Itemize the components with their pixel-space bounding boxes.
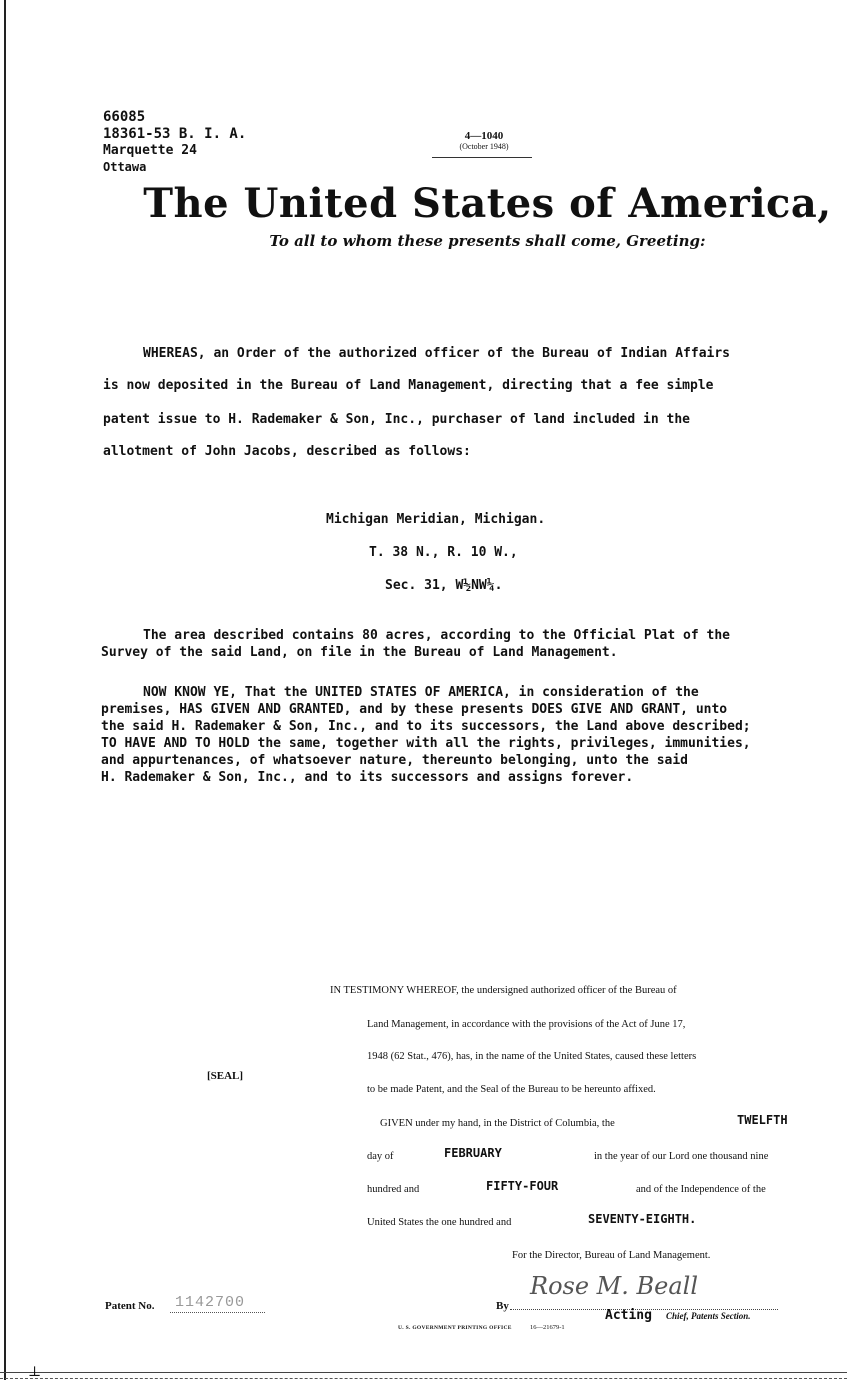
form-number: 4—1040 — [464, 130, 504, 142]
form-underline — [432, 157, 532, 158]
independence-text: and of the Independence of the — [636, 1184, 766, 1195]
month-value: FEBRUARY — [444, 1146, 502, 1160]
area-line: The area described contains 80 acres, according to the Official Plat of the — [143, 628, 730, 643]
testimony-line: Land Management, in accordance with the provisions of the Act of June 17, — [367, 1019, 686, 1030]
township-range: T. 38 N., R. 10 W., — [369, 545, 518, 560]
page-bottom-dashed-edge — [0, 1378, 847, 1380]
whereas-line: is now deposited in the Bureau of Land Management, directing that a fee simple — [103, 378, 714, 393]
office-ref: Ottawa — [103, 160, 147, 174]
given-text: GIVEN under my hand, in the District of Columbia, the — [380, 1118, 615, 1129]
signer-title: Chief, Patents Section. — [666, 1311, 751, 1321]
grant-line: TO HAVE AND TO HOLD the same, together with all the rights, privileges, immunities, — [101, 736, 751, 751]
page-bottom-edge — [0, 1372, 847, 1373]
document-title: The United States of America, — [143, 180, 832, 227]
patent-number-underline — [170, 1312, 265, 1314]
independence-value: SEVENTY-EIGHTH. — [588, 1212, 697, 1226]
grant-line: premises, HAS GIVEN AND GRANTED, and by these presents DOES GIVE AND GRANT, unto — [101, 702, 728, 717]
margin-tick-mark: ⊥ — [28, 1365, 42, 1380]
greeting: To all to whom these presents shall come, Greeting: — [269, 232, 706, 250]
year-value: FIFTY-FOUR — [486, 1179, 559, 1193]
testimony-line: IN TESTIMONY WHEREOF, the undersigned authorized officer of the Bureau of — [330, 985, 677, 996]
day-value: TWELFTH — [737, 1113, 788, 1127]
form-date: (October 1948) — [459, 142, 509, 151]
grant-line: NOW KNOW YE, That the UNITED STATES OF AMERICA, in consideration of the — [143, 685, 699, 700]
acting-stamp: Acting — [605, 1308, 652, 1323]
united-states-text: United States the one hundred and — [367, 1217, 512, 1228]
whereas-line: patent issue to H. Rademaker & Son, Inc., purchaser of land included in the — [103, 412, 690, 427]
year-text: in the year of our Lord one thousand nine — [594, 1151, 769, 1162]
grant-line: and appurtenances, of whatsoever nature, thereunto belonging, unto the said — [101, 753, 688, 768]
grant-line: H. Rademaker & Son, Inc., and to its successors and assigns forever. — [101, 770, 634, 785]
grant-line: the said H. Rademaker & Son, Inc., and to its successors, the Land above described; — [101, 719, 751, 734]
handwritten-signature: Rose M. Beall — [530, 1272, 698, 1300]
hundred-and-text: hundred and — [367, 1184, 420, 1195]
day-of-text: day of — [367, 1151, 394, 1162]
section: Sec. 31, W½NW¼. — [385, 578, 503, 593]
whereas-line: WHEREAS, an Order of the authorized officer of the Bureau of Indian Affairs — [143, 346, 730, 361]
meridian: Michigan Meridian, Michigan. — [326, 512, 546, 527]
patent-number-value: 1142700 — [175, 1294, 246, 1311]
for-director-text: For the Director, Bureau of Land Management. — [512, 1250, 711, 1261]
whereas-line: allotment of John Jacobs, described as follows: — [103, 444, 471, 459]
printing-number: 16—21679-1 — [530, 1324, 565, 1331]
county-ref: Marquette 24 — [103, 143, 197, 158]
by-label: By — [496, 1300, 509, 1312]
area-line: Survey of the said Land, on file in the Bureau of Land Management. — [101, 645, 618, 660]
patent-number-label: Patent No. — [105, 1300, 155, 1312]
testimony-line: to be made Patent, and the Seal of the Bureau to be hereunto affixed. — [367, 1084, 656, 1095]
bia-number: 18361-53 B. I. A. — [103, 126, 247, 142]
testimony-line: 1948 (62 Stat., 476), has, in the name of the United States, caused these letters — [367, 1051, 697, 1062]
seal-placeholder: [SEAL] — [207, 1070, 244, 1082]
ref-number: 66085 — [103, 109, 146, 125]
printing-office: U. S. GOVERNMENT PRINTING OFFICE — [398, 1325, 512, 1331]
